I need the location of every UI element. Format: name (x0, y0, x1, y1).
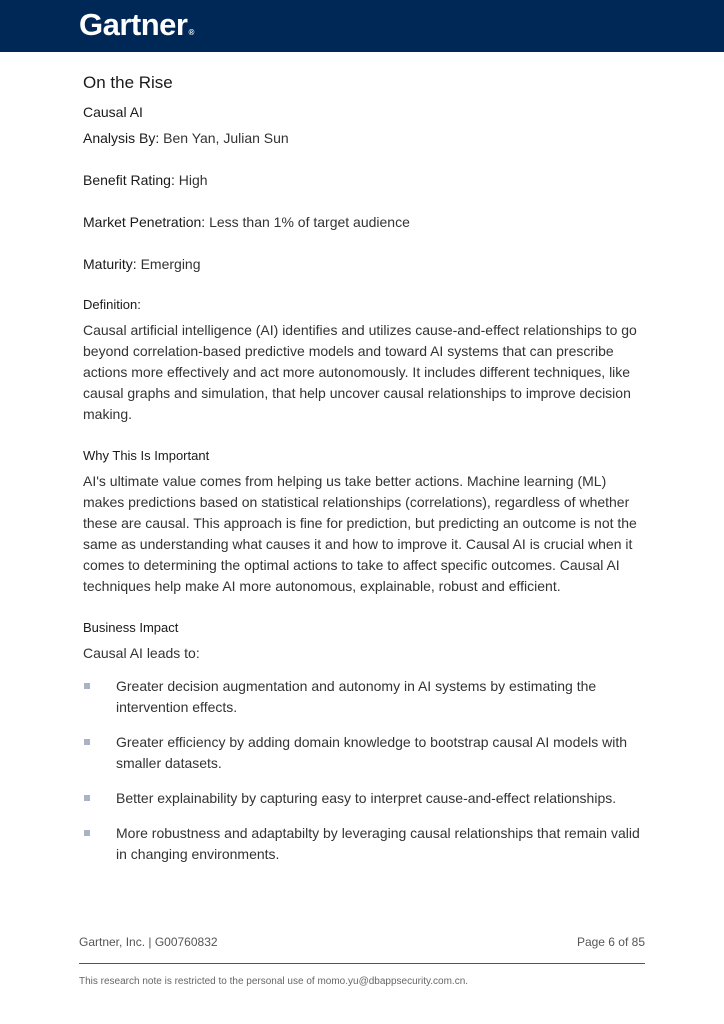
footer-doc-id: Gartner, Inc. | G00760832 (79, 935, 218, 949)
list-item (83, 823, 648, 865)
list-item (83, 676, 648, 718)
field-benefit-rating (83, 170, 648, 190)
field-value: Ben Yan, Julian Sun (163, 130, 289, 146)
gartner-logo (79, 7, 194, 43)
field-maturity (83, 254, 648, 274)
page-header (0, 0, 724, 52)
topic-title: Causal AI (83, 104, 143, 120)
field-label: Analysis By: (83, 130, 160, 146)
field-value: Less than 1% of target audience (209, 214, 410, 230)
footer-divider (79, 963, 645, 964)
field-label: Benefit Rating: (83, 172, 175, 188)
field-value: High (178, 172, 208, 188)
list-item-text: Better explainability by capturing easy to interpret cause-and-effect relationships. (116, 790, 617, 806)
square-bullet-icon (84, 830, 90, 836)
impact-intro: Causal AI leads to: (83, 645, 200, 661)
definition-heading: Definition: (83, 297, 141, 312)
list-item-text: Greater efficiency by adding domain knowledge to bootstrap causal AI models with smaller datasets. (116, 734, 628, 771)
list-item-text: Greater decision augmentation and autonomy in AI systems by estimating the intervention effects. (116, 678, 597, 715)
list-item (83, 788, 648, 809)
field-market-penetration (83, 212, 648, 232)
usage-notice: This research note is restricted to the personal use of momo.yu@dbappsecurity.com.cn. (79, 976, 469, 987)
field-label: Market Penetration: (83, 214, 206, 230)
square-bullet-icon (84, 795, 90, 801)
logo-text: Gartner (79, 7, 188, 42)
definition-text: Causal artificial intelligence (AI) identifies and utilizes cause-and-effect relationships to go beyond correlation-based predictive models and toward AI systems that can prescribe actions more effectively and act more autonomously. It includes different techniques, like causal graphs and simulation, that help uncover causal relationships to improve decision making. (83, 322, 637, 422)
list-item-text: More robustness and adaptabilty by leveraging causal relationships that remain valid in changing environments. (116, 825, 640, 862)
impact-list (83, 676, 648, 865)
importance-text: AI's ultimate value comes from helping us take better actions. Machine learning (ML) makes predictions based on statistical relationships (correlations), regardless of whether these are causal. This approach is fine for prediction, but predicting an outcome is not the same as understanding what causes it and how to improve it. Causal AI is crucial when it comes to determining the optimal actions to take to affect specific outcomes. Causal AI techniques help make AI more autonomous, explainable, robust and efficient. (83, 473, 637, 594)
impact-heading: Business Impact (83, 620, 179, 635)
field-label: Maturity: (83, 256, 137, 272)
document-body (83, 72, 648, 879)
field-value: Emerging (140, 256, 201, 272)
footer-page-number: Page 6 of 85 (576, 935, 645, 949)
list-item (83, 732, 648, 774)
importance-heading: Why This Is Important (83, 448, 210, 463)
section-title: On the Rise (83, 73, 173, 92)
registered-mark: ® (188, 28, 194, 37)
square-bullet-icon (84, 683, 90, 689)
square-bullet-icon (84, 739, 90, 745)
field-analysis-by (83, 128, 648, 148)
